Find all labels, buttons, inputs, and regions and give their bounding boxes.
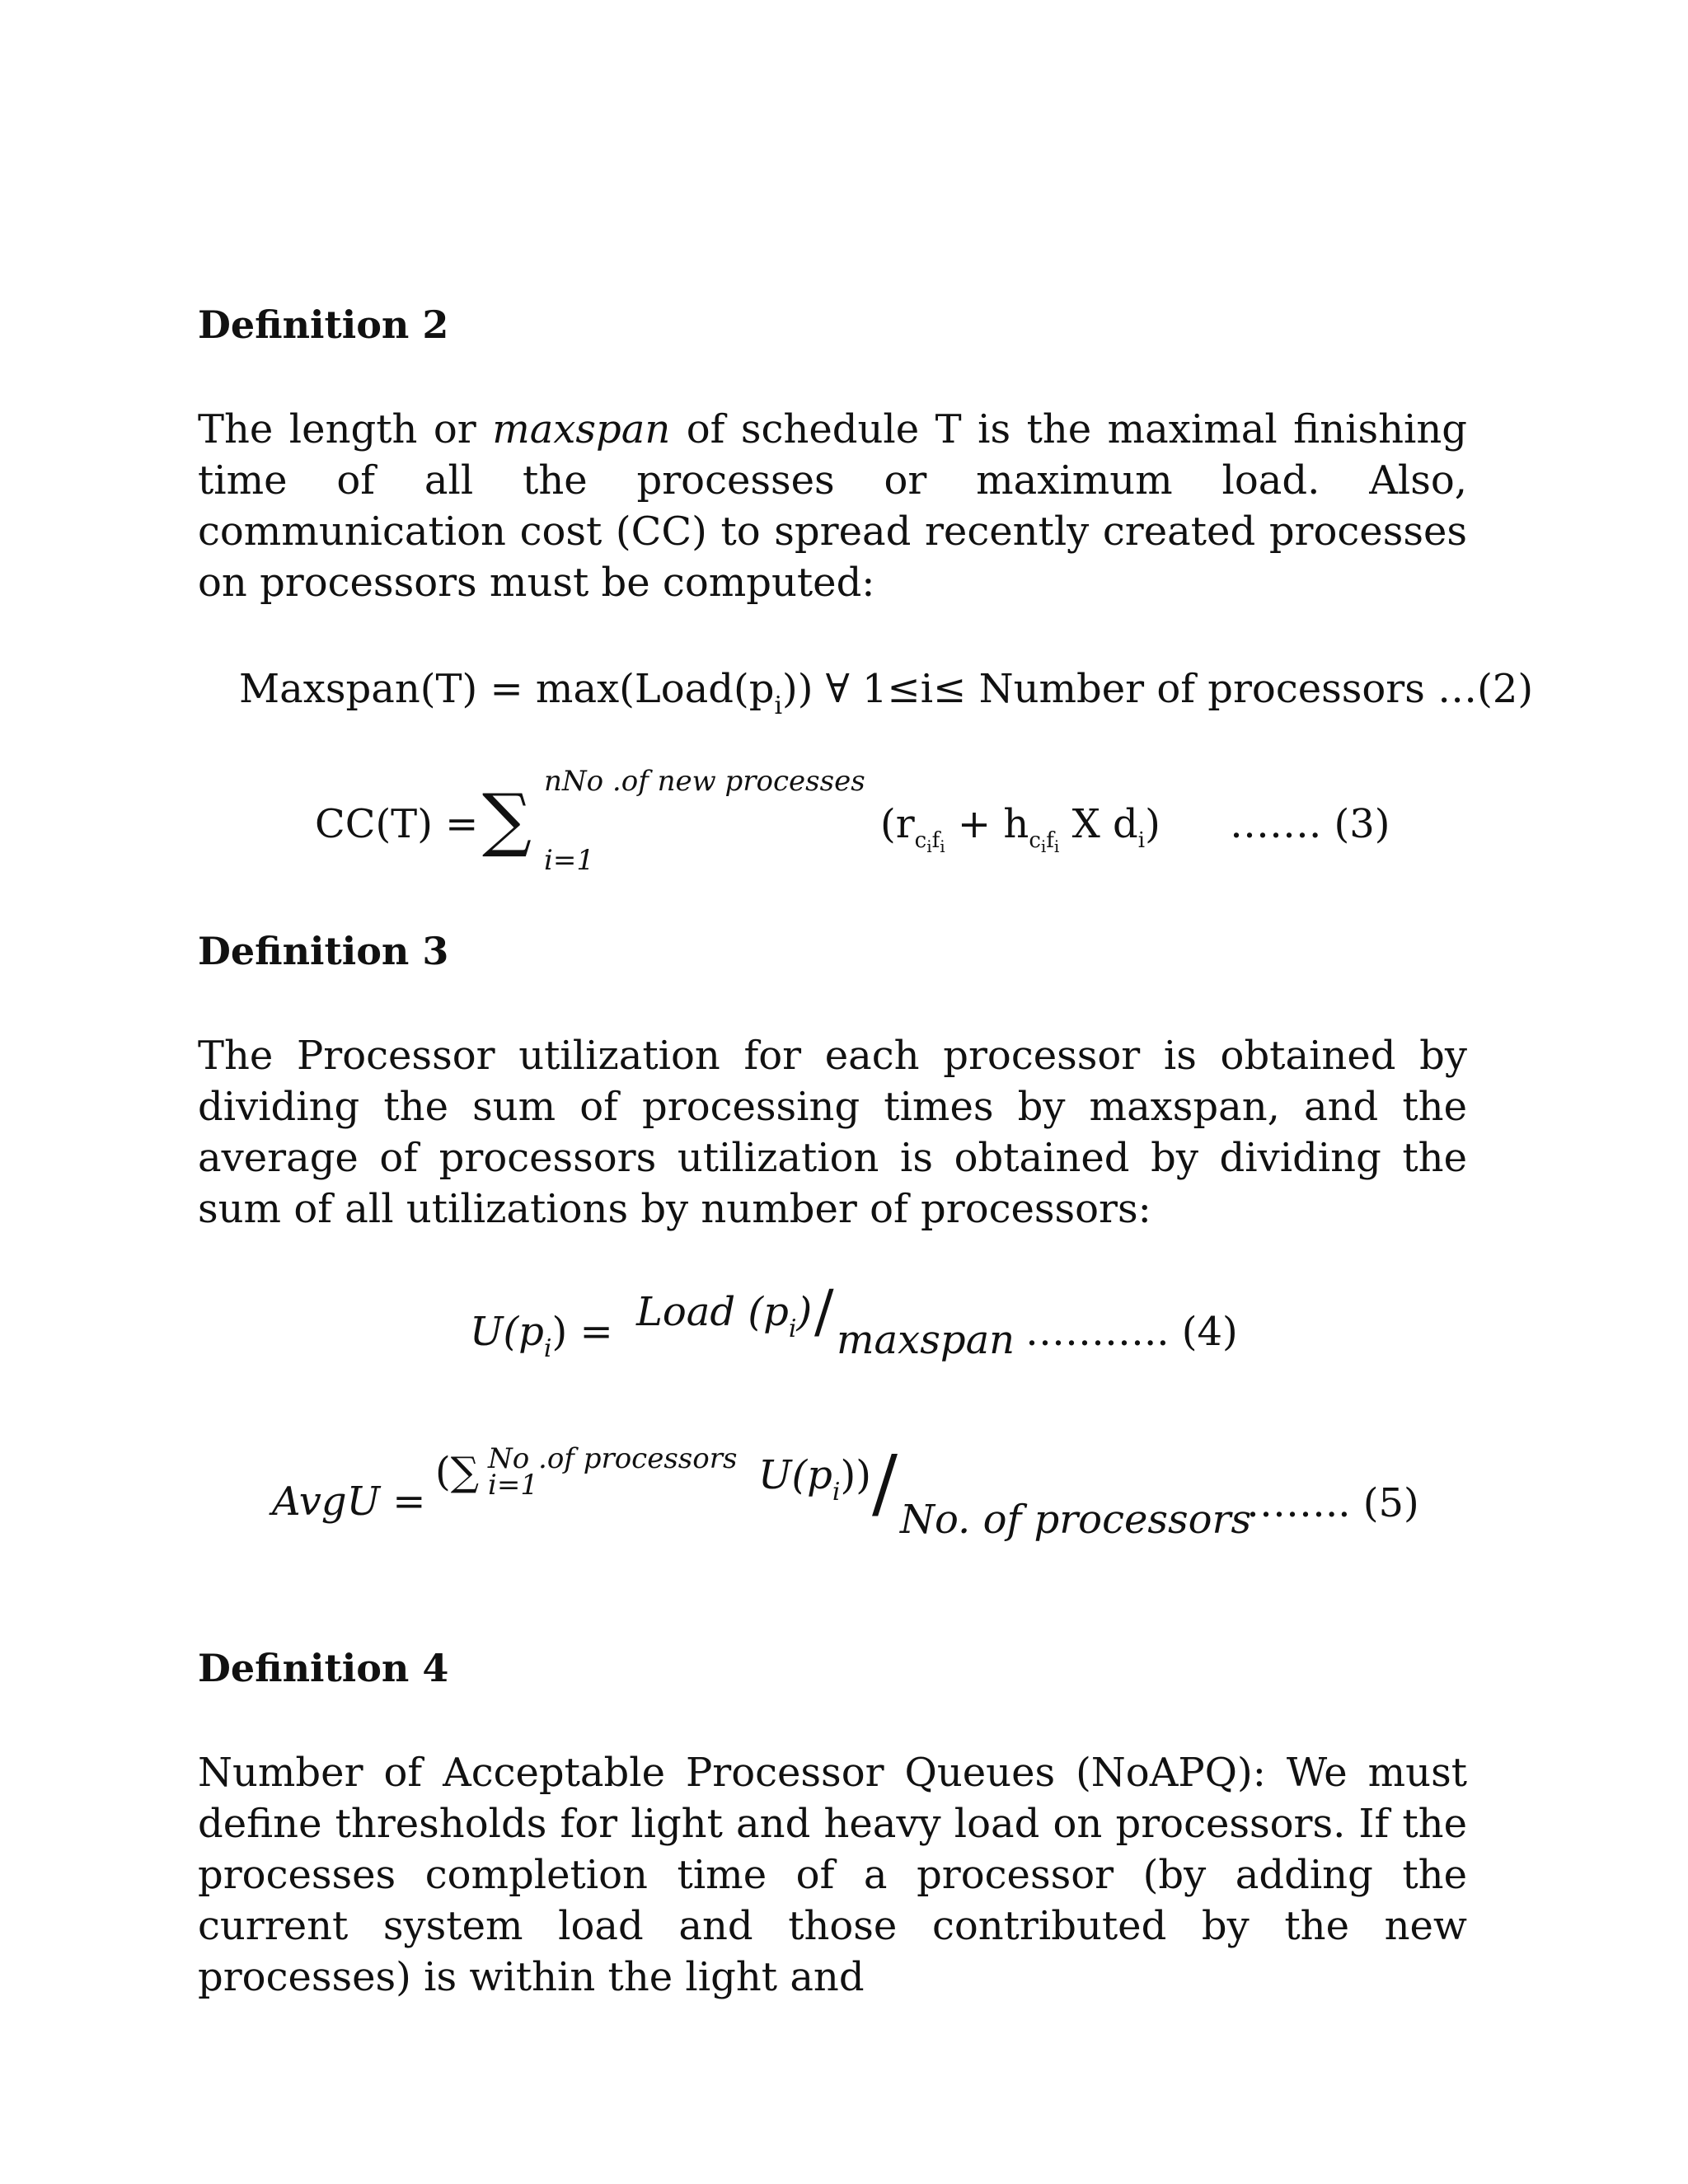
eq3-lower-limit: i=1 [544, 844, 594, 877]
definition-4-paragraph: Number of Acceptable Processor Queues (NoAPQ): We must define thresholds for light and heavy load on processors. If the processes completion time of a processor (by adding the current system load and those contributed by the new processes) is within the light and [198, 1750, 1467, 2000]
eq3-d-sub: i [1137, 828, 1146, 853]
eq4-num-text: Load (p [636, 1289, 789, 1335]
eq5-term-sub: i [832, 1478, 841, 1507]
eq3-h-sub: c [1029, 828, 1041, 853]
eq4-denominator: maxspan [837, 1317, 1015, 1363]
equation-5 [198, 1426, 1467, 1558]
eq3-xd: X d [1059, 801, 1138, 847]
document-page [198, 0, 1534, 2184]
eq4-fraction-slash: / [814, 1277, 834, 1345]
eq3-lhs: CC(T) = [315, 801, 479, 847]
eq4-num-sub: i [788, 1315, 797, 1343]
eq5-label: …….. (5) [1246, 1480, 1419, 1526]
eq3-close: ) [1145, 801, 1160, 847]
eq5-denominator: No. of processors [900, 1497, 1252, 1543]
eq3-sigma: ∑ [482, 779, 532, 860]
eq5-lhs: AvgU = [272, 1479, 426, 1525]
eq5-term [758, 1451, 871, 1517]
eq4-numerator [636, 1287, 812, 1354]
eq4-lhs-close: ) = [551, 1309, 613, 1355]
eq2-text: Maxspan(T) = max(Load(p [239, 666, 775, 712]
eq3-h-sub3: f [1046, 828, 1054, 853]
eq4-label: ……….. (4) [1025, 1309, 1238, 1355]
eq4-lhs-text: U(p [470, 1309, 544, 1355]
definition-2-heading: Definition 2 [198, 302, 449, 347]
eq4-lhs-sub: i [543, 1334, 552, 1363]
definition-3-paragraph: The Processor utilization for each processor is obtained by dividing the sum of processing times by maxspan, and the average of processors utilization is obtained by dividing the sum of all utilizations by number of processors: [198, 1033, 1467, 1232]
eq3-number: ……. (3) [1230, 801, 1390, 847]
equation-3 [198, 758, 1467, 882]
definition-3-heading: Definition 3 [198, 929, 449, 973]
eq5-term-text: U(p [758, 1452, 832, 1498]
def2-text-a: The length or [198, 406, 493, 452]
eq5-open-sigma: (∑ [435, 1449, 479, 1495]
eq5-term-close: )) [840, 1452, 871, 1498]
equation-4 [198, 1269, 1467, 1368]
eq3-h-sub2: i [1040, 837, 1047, 856]
definition-2-paragraph [198, 404, 1467, 608]
eq5-fraction-slash: / [872, 1439, 898, 1527]
eq3-r-sub2: i [926, 837, 932, 856]
definition-4-heading: Definition 4 [198, 1646, 449, 1690]
eq2-sub: i [774, 691, 783, 720]
eq3-r-sub: c [914, 828, 927, 853]
eq4-lhs [470, 1307, 613, 1374]
eq3-r: (r [880, 801, 915, 847]
eq4-num-close: ) [796, 1289, 813, 1335]
def2-text-b: of schedule T is the maximal finishing time of all the processes or maximum load. Also, communication cost (CC) to spread recently created processes on processors must be computed: [198, 406, 1468, 606]
eq5-lower-limit: i=1 [488, 1469, 538, 1502]
eq3-upper-limit: nNo .of new processes [544, 765, 865, 798]
eq5-upper-limit: No .of processors [488, 1442, 738, 1475]
eq3-plus-h: + h [945, 801, 1029, 847]
def2-maxspan-term: maxspan [492, 406, 671, 452]
eq2-rest: )) ∀ 1≤i≤ Number of processors …(2) [782, 666, 1534, 712]
eq3-r-sub4: i [940, 837, 945, 856]
equation-2 [239, 664, 1533, 731]
eq3-body [880, 799, 1160, 871]
eq3-h-sub4: i [1053, 837, 1060, 856]
eq3-r-sub3: f [931, 828, 940, 853]
